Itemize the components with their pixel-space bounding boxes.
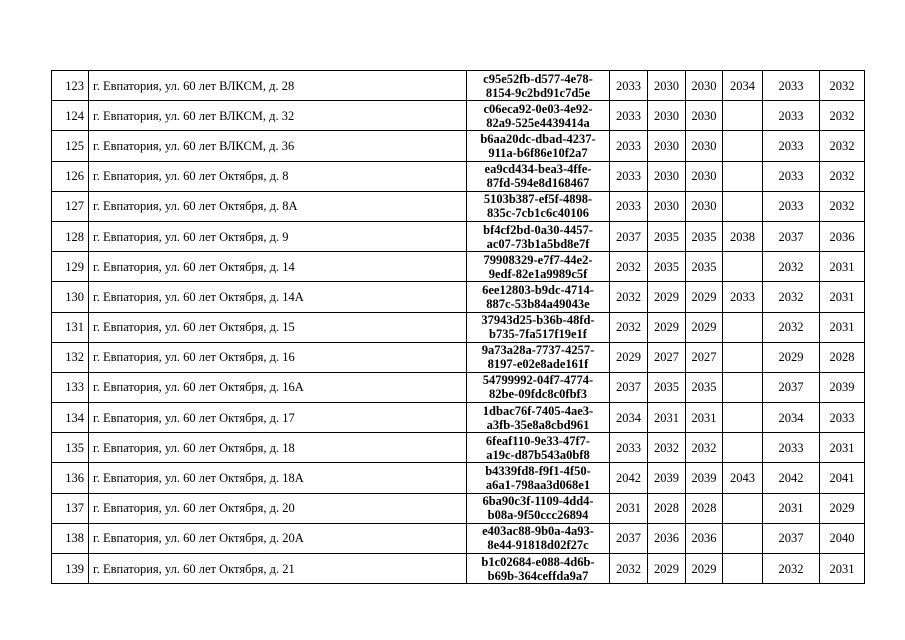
year-cell-3: 2029 [686,554,723,584]
guid-cell [467,282,610,312]
year-cell-6: 2031 [820,554,865,584]
year-cell-6: 2031 [820,312,865,342]
year-cell-1: 2033 [610,71,648,101]
year-cell-3: 2039 [686,463,723,493]
row-number: 128 [52,221,89,251]
year-cell-4 [723,554,763,584]
row-number: 132 [52,342,89,372]
year-cell-5: 2029 [763,342,820,372]
guid-cell [467,161,610,191]
guid-line-2: 8154-9c2bd91c7d5e [485,85,591,100]
address-cell: г. Евпатория, ул. 60 лет Октября, д. 14А [89,282,467,312]
guid-line-1: b6aa20dc-dbad-4237- [480,131,596,146]
year-cell-1: 2029 [610,342,648,372]
year-cell-5: 2033 [763,101,820,131]
year-cell-6: 2032 [820,131,865,161]
table-row [52,282,865,312]
row-number: 131 [52,312,89,342]
guid-line-2: 9edf-82e1a9989c5f [488,266,588,281]
year-cell-3: 2035 [686,372,723,402]
year-cell-6: 2032 [820,101,865,131]
guid-line-2: 887c-53b84a49043e [486,296,590,311]
row-number: 130 [52,282,89,312]
year-cell-6: 2036 [820,221,865,251]
year-cell-6: 2032 [820,71,865,101]
year-cell-3: 2030 [686,71,723,101]
address-cell: г. Евпатория, ул. 60 лет Октября, д. 16 [89,342,467,372]
year-cell-4 [723,312,763,342]
table-row [52,161,865,191]
row-number: 139 [52,554,89,584]
year-cell-3: 2031 [686,403,723,433]
year-cell-3: 2029 [686,282,723,312]
address-cell: г. Евпатория, ул. 60 лет ВЛКСМ, д. 28 [89,71,467,101]
address-cell: г. Евпатория, ул. 60 лет ВЛКСМ, д. 32 [89,101,467,131]
year-cell-5: 2037 [763,221,820,251]
year-cell-1: 2034 [610,403,648,433]
year-cell-1: 2037 [610,221,648,251]
year-cell-4: 2038 [723,221,763,251]
year-cell-4 [723,523,763,553]
guid-line-2: 82be-09fdc8c0fbf3 [489,387,587,402]
table-row [52,523,865,553]
year-cell-2: 2035 [648,372,686,402]
guid-line-1: ea9cd434-bea3-4ffe- [484,162,592,177]
table-row [52,342,865,372]
year-cell-6: 2031 [820,252,865,282]
year-cell-1: 2033 [610,131,648,161]
table-row [52,493,865,523]
year-cell-4: 2033 [723,282,763,312]
year-cell-2: 2030 [648,191,686,221]
year-cell-2: 2029 [648,554,686,584]
year-cell-6: 2032 [820,161,865,191]
guid-line-2: ac07-73b1a5bd8e7f [486,236,590,251]
guid-cell [467,131,610,161]
address-cell: г. Евпатория, ул. 60 лет Октября, д. 20 [89,493,467,523]
year-cell-6: 2031 [820,433,865,463]
year-cell-3: 2027 [686,342,723,372]
year-cell-6: 2041 [820,463,865,493]
year-cell-1: 2037 [610,523,648,553]
year-cell-1: 2032 [610,252,648,282]
row-number: 135 [52,433,89,463]
year-cell-3: 2032 [686,433,723,463]
guid-line-2: 8197-e02e8ade161f [487,357,589,372]
guid-line-1: b1c02684-e088-4d6b- [481,554,595,569]
guid-line-1: 9a73a28a-7737-4257- [481,343,595,358]
table-body [52,71,865,584]
year-cell-5: 2032 [763,312,820,342]
row-number: 133 [52,372,89,402]
year-cell-5: 2042 [763,463,820,493]
year-cell-4 [723,252,763,282]
year-cell-6: 2040 [820,523,865,553]
guid-line-1: bf4cf2bd-0a30-4457- [483,222,593,237]
year-cell-1: 2031 [610,493,648,523]
guid-line-1: 6ba90c3f-1109-4dd4- [482,494,594,509]
year-cell-2: 2029 [648,282,686,312]
year-cell-5: 2031 [763,493,820,523]
year-cell-1: 2042 [610,463,648,493]
guid-cell [467,312,610,342]
guid-cell [467,523,610,553]
row-number: 137 [52,493,89,523]
address-cell: г. Евпатория, ул. 60 лет Октября, д. 9 [89,221,467,251]
year-cell-6: 2028 [820,342,865,372]
year-cell-1: 2032 [610,554,648,584]
guid-line-2: b08a-9f50ccc26894 [487,508,589,523]
year-cell-4 [723,372,763,402]
year-cell-6: 2033 [820,403,865,433]
year-cell-2: 2030 [648,161,686,191]
year-cell-2: 2027 [648,342,686,372]
guid-line-1: 37943d25-b36b-48fd- [481,313,595,328]
buildings-table [51,70,865,584]
year-cell-2: 2030 [648,131,686,161]
guid-line-1: 6feaf110-9e33-47f7- [485,433,591,448]
year-cell-4 [723,101,763,131]
year-cell-4 [723,493,763,523]
row-number: 125 [52,131,89,161]
guid-line-2: 87fd-594e8d168467 [486,176,590,191]
table-row [52,221,865,251]
year-cell-6: 2039 [820,372,865,402]
year-cell-5: 2033 [763,131,820,161]
year-cell-1: 2033 [610,101,648,131]
address-cell: г. Евпатория, ул. 60 лет Октября, д. 18А [89,463,467,493]
guid-cell [467,372,610,402]
address-cell: г. Евпатория, ул. 60 лет ВЛКСМ, д. 36 [89,131,467,161]
year-cell-5: 2032 [763,282,820,312]
year-cell-3: 2035 [686,221,723,251]
year-cell-6: 2031 [820,282,865,312]
table-row [52,101,865,131]
year-cell-2: 2031 [648,403,686,433]
year-cell-3: 2030 [686,131,723,161]
guid-line-2: a19c-d87b543a0bf8 [486,447,590,462]
year-cell-4 [723,161,763,191]
guid-line-2: a3fb-35e8a8cbd961 [486,417,590,432]
guid-line-1: 5103b387-ef5f-4898- [483,192,593,207]
table-row [52,312,865,342]
year-cell-3: 2029 [686,312,723,342]
row-number: 134 [52,403,89,433]
year-cell-2: 2028 [648,493,686,523]
year-cell-4: 2043 [723,463,763,493]
guid-line-2: b69b-364ceffda9a7 [487,568,589,583]
address-cell: г. Евпатория, ул. 60 лет Октября, д. 14 [89,252,467,282]
row-number: 124 [52,101,89,131]
year-cell-1: 2033 [610,191,648,221]
year-cell-5: 2034 [763,403,820,433]
year-cell-2: 2035 [648,221,686,251]
guid-line-1: b4339fd8-f9f1-4f50- [485,464,591,479]
row-number: 136 [52,463,89,493]
year-cell-4 [723,433,763,463]
year-cell-5: 2033 [763,71,820,101]
address-cell: г. Евпатория, ул. 60 лет Октября, д. 8А [89,191,467,221]
address-cell: г. Евпатория, ул. 60 лет Октября, д. 8 [89,161,467,191]
address-cell: г. Евпатория, ул. 60 лет Октября, д. 20А [89,523,467,553]
year-cell-5: 2033 [763,433,820,463]
table-row [52,252,865,282]
year-cell-6: 2032 [820,191,865,221]
guid-line-2: 911a-b6f86e10f2a7 [488,145,588,160]
guid-line-1: c06eca92-0e03-4e92- [483,101,593,116]
table-row [52,403,865,433]
year-cell-3: 2030 [686,101,723,131]
row-number: 123 [52,71,89,101]
year-cell-1: 2032 [610,312,648,342]
guid-line-1: 54799992-04f7-4774- [482,373,594,388]
guid-cell [467,101,610,131]
year-cell-3: 2030 [686,161,723,191]
year-cell-2: 2029 [648,312,686,342]
guid-line-2: 835c-7cb1c6c40106 [486,206,590,221]
year-cell-2: 2036 [648,523,686,553]
guid-cell [467,463,610,493]
year-cell-2: 2039 [648,463,686,493]
year-cell-5: 2037 [763,523,820,553]
year-cell-3: 2028 [686,493,723,523]
table-row [52,372,865,402]
year-cell-4 [723,403,763,433]
year-cell-4: 2034 [723,71,763,101]
table-row [52,71,865,101]
year-cell-1: 2032 [610,282,648,312]
year-cell-2: 2035 [648,252,686,282]
year-cell-3: 2035 [686,252,723,282]
address-cell: г. Евпатория, ул. 60 лет Октября, д. 17 [89,403,467,433]
table-row [52,433,865,463]
year-cell-4 [723,342,763,372]
guid-cell [467,252,610,282]
guid-cell [467,191,610,221]
guid-cell [467,493,610,523]
row-number: 138 [52,523,89,553]
year-cell-5: 2033 [763,191,820,221]
guid-line-2: b735-7fa517f19e1f [489,327,587,342]
guid-cell [467,342,610,372]
year-cell-2: 2030 [648,101,686,131]
year-cell-5: 2037 [763,372,820,402]
row-number: 126 [52,161,89,191]
year-cell-3: 2036 [686,523,723,553]
guid-line-2: 8e44-91818d02f27c [487,538,589,553]
table-row [52,131,865,161]
address-cell: г. Евпатория, ул. 60 лет Октября, д. 16А [89,372,467,402]
table-row [52,463,865,493]
year-cell-4 [723,131,763,161]
guid-line-1: 6ee12803-b9dc-4714- [482,282,594,297]
year-cell-1: 2033 [610,161,648,191]
year-cell-2: 2032 [648,433,686,463]
year-cell-3: 2030 [686,191,723,221]
guid-line-2: a6a1-798aa3d068e1 [485,478,591,493]
row-number: 129 [52,252,89,282]
guid-cell [467,221,610,251]
row-number: 127 [52,191,89,221]
guid-cell [467,433,610,463]
year-cell-5: 2033 [763,161,820,191]
year-cell-6: 2029 [820,493,865,523]
guid-line-2: 82a9-525e4439414a [486,115,590,130]
year-cell-5: 2032 [763,252,820,282]
year-cell-1: 2033 [610,433,648,463]
guid-cell [467,554,610,584]
guid-line-1: c95e52fb-d577-4e78- [483,71,593,86]
guid-line-1: e403ac88-9b0a-4a93- [482,524,594,539]
table-row [52,191,865,221]
year-cell-4 [723,191,763,221]
table-row [52,554,865,584]
year-cell-5: 2032 [763,554,820,584]
guid-line-1: 79908329-e7f7-44e2- [483,252,593,267]
address-cell: г. Евпатория, ул. 60 лет Октября, д. 15 [89,312,467,342]
year-cell-2: 2030 [648,71,686,101]
year-cell-1: 2037 [610,372,648,402]
guid-cell [467,403,610,433]
address-cell: г. Евпатория, ул. 60 лет Октября, д. 18 [89,433,467,463]
guid-cell [467,71,610,101]
guid-line-1: 1dbac76f-7405-4ae3- [482,403,594,418]
address-cell: г. Евпатория, ул. 60 лет Октября, д. 21 [89,554,467,584]
